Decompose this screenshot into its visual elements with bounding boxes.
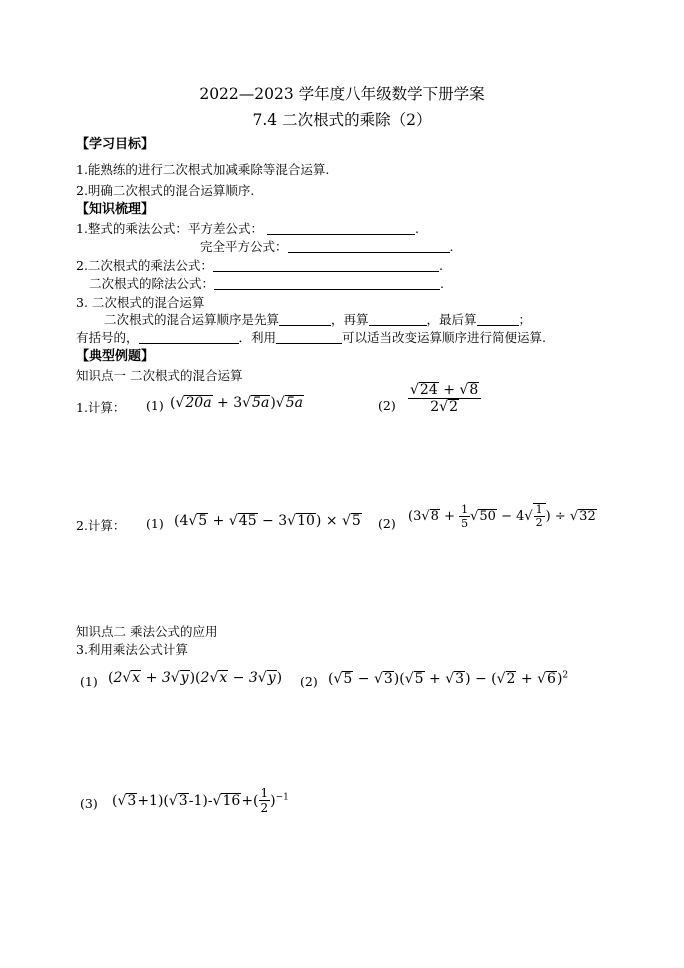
knowledge-point-2: 知识点二 乘法公式的应用	[76, 624, 218, 639]
q2-part1-expression: (4√5 + √45 − 3√10) × √5	[174, 513, 361, 529]
q3-part2-label: (2)	[300, 674, 318, 689]
q1-part2-label: (2)	[378, 398, 396, 413]
q2-part1-label: (1)	[146, 516, 164, 531]
q3-part2-expression: $(√5 - √3)(√5 + √3) - (√2 + √6)^2$	[328, 670, 569, 687]
section-goals: 【学习目标】	[76, 137, 155, 152]
difference-of-squares-blank[interactable]	[267, 222, 415, 235]
goal-2: 2.明确二次根式的混合运算顺序.	[76, 183, 255, 198]
order-last-blank[interactable]	[477, 313, 519, 326]
brackets-blank[interactable]	[139, 331, 239, 344]
section-examples: 【典型例题】	[76, 349, 155, 364]
review-item-2: 2.二次根式的乘法公式： .	[76, 258, 443, 273]
lesson-subtitle: 7.4 二次根式的乘除（2）	[252, 111, 432, 129]
q3-part3-label: (3)	[80, 796, 98, 811]
question-1-label: 1.计算：	[76, 400, 126, 415]
review-item-3-line2: 有括号的， ．利用 可以适当改变运算顺序进行简便运算.	[76, 330, 547, 345]
section-review: 【知识梳理】	[76, 202, 155, 217]
radical-div-label: 二次根式的除法公式：	[89, 276, 215, 291]
page-title: 2022—2023 学年度八年级数学下册学案	[199, 85, 485, 103]
radical-mult-label: 2.二次根式的乘法公式：	[76, 258, 213, 273]
perfect-square-label: 完全平方公式：	[200, 239, 288, 254]
q3-part3-expression: (√3+1)(√3-1)-√16+( $\frac{1}{2}$ )$^{-1}$	[112, 786, 289, 815]
q1-part2-expression: $\frac{√24 + √8}{2√2}$	[408, 382, 481, 415]
perfect-square-blank[interactable]	[288, 240, 450, 253]
review-1-label: 1.整式的乘法公式：	[76, 221, 188, 236]
goal-1: 1.能熟练的进行二次根式加减乘除等混合运算.	[76, 162, 330, 177]
review-item-3-line1: 二次根式的混合运算顺序是先算 ，再算 ，最后算 ；	[104, 312, 532, 327]
radical-mult-blank[interactable]	[213, 259, 439, 272]
q1-part1-label: (1)	[146, 398, 164, 413]
review-3-label: 3. 二次根式的混合运算	[76, 295, 205, 310]
order-second-blank[interactable]	[369, 313, 427, 326]
law-blank[interactable]	[276, 331, 342, 344]
radical-div-blank[interactable]	[214, 277, 440, 290]
question-2-label: 2.计算：	[76, 518, 126, 533]
difference-of-squares-label: 平方差公式：	[187, 221, 263, 236]
q3-part1-label: (1)	[80, 674, 98, 689]
q1-part1-expression: (√20a + 3√5a)√5a	[170, 395, 303, 411]
review-item-1: 1.整式的乘法公式：平方差公式： .	[76, 221, 419, 236]
review-item-2b: 二次根式的除法公式： .	[89, 276, 444, 291]
q2-part2-expression: (3√8 + $\frac{1}{5}$ √50 − 4√ $\frac{1}{2}$ ) ÷ √32	[408, 503, 596, 530]
q3-part1-expression: (2√x + 3√y)(2√x − 3√y)	[108, 670, 283, 686]
q2-part2-label: (2)	[378, 516, 396, 531]
order-first-blank[interactable]	[279, 313, 331, 326]
knowledge-point-1: 知识点一 二次根式的混合运算	[76, 368, 243, 383]
review-item-1b: 完全平方公式： .	[200, 239, 454, 254]
question-3-label: 3.利用乘法公式计算	[76, 642, 188, 657]
